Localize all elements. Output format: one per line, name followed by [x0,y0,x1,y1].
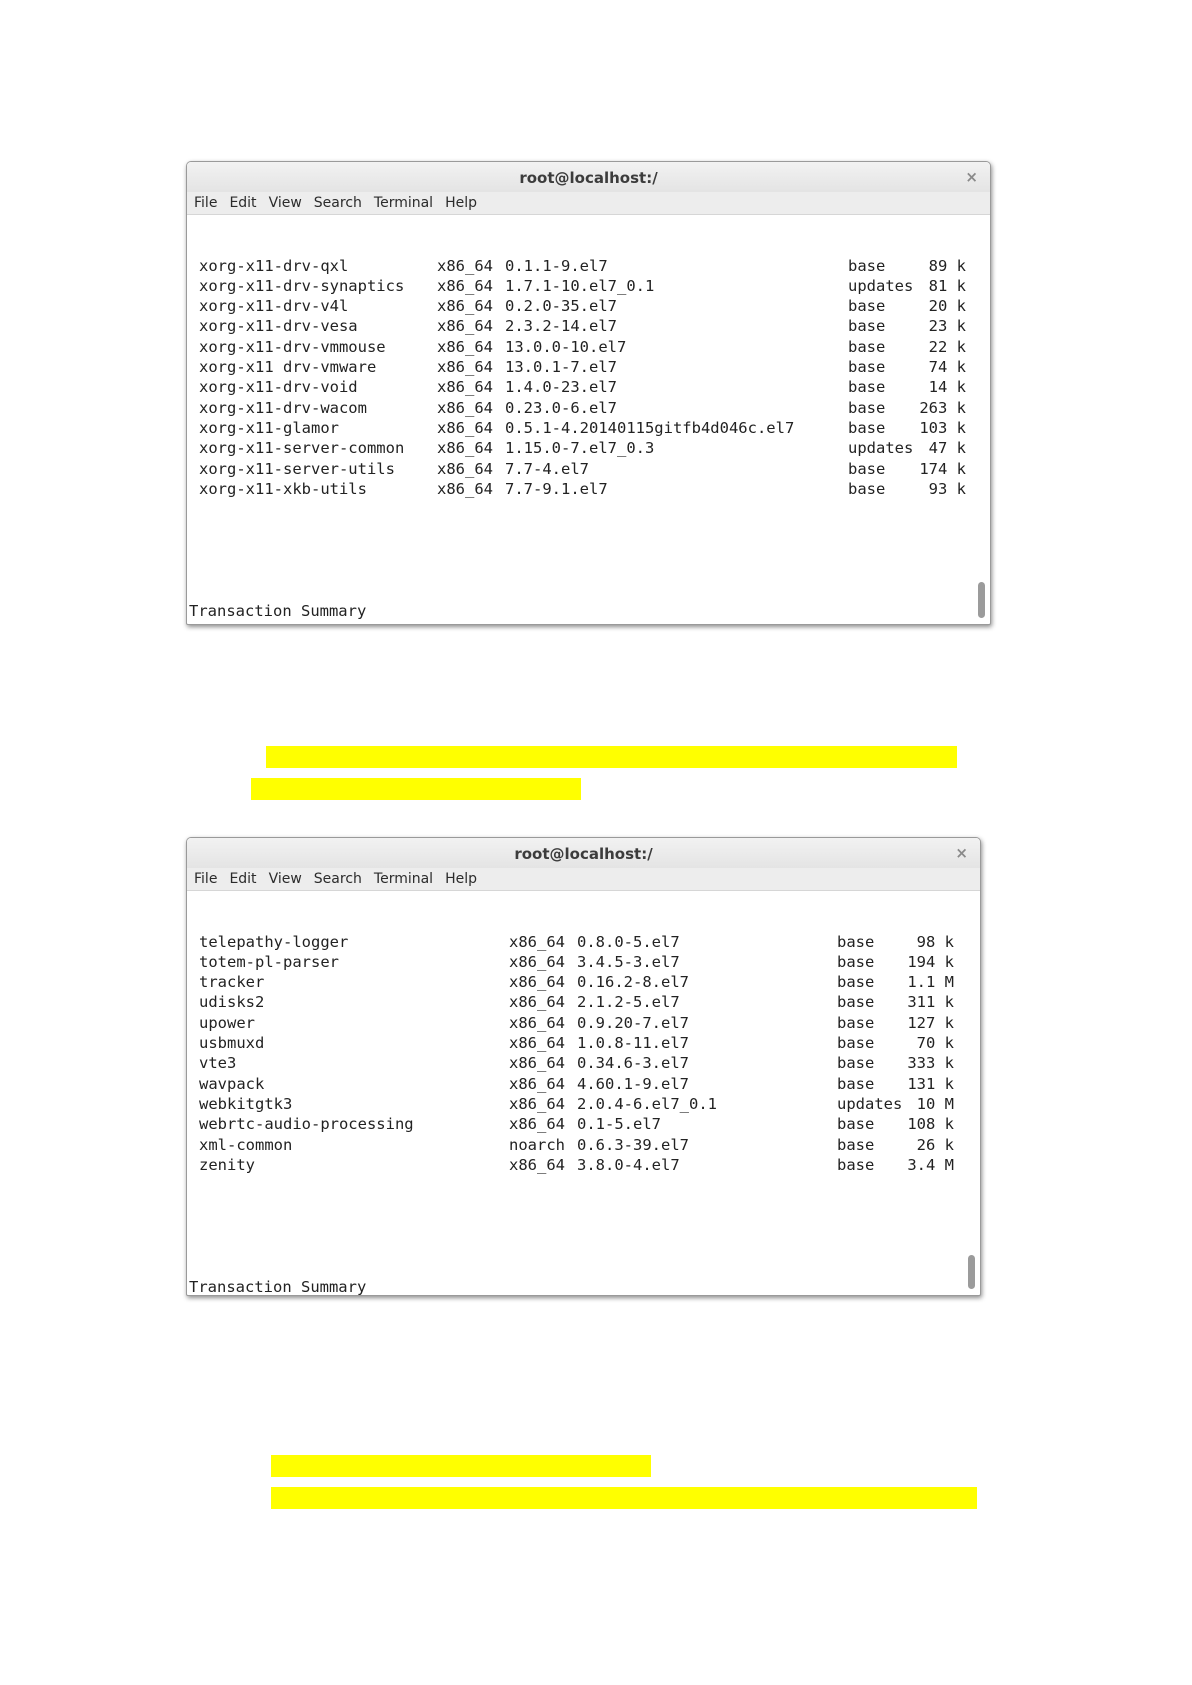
terminal-window-2[interactable] [186,837,981,1296]
package-size: 1.1 M [907,973,954,992]
package-version: 7.7-9.1.el7 [505,479,608,498]
package-version: 0.9.20-7.el7 [577,1013,689,1032]
package-row [189,1053,980,1073]
package-size: 10 M [916,1094,954,1113]
terminal-window-1[interactable] [186,161,991,625]
package-arch: x86_64 [437,479,493,498]
package-arch: x86_64 [509,1094,565,1113]
summary-title: Transaction Summary [189,601,367,620]
package-repo: base [837,932,875,951]
package-size: 81 k [928,276,966,295]
window-title: root@localhost:/ [519,169,658,187]
package-row [189,459,990,479]
menu-edit[interactable]: Edit [229,195,257,211]
package-row [189,357,990,377]
package-name: zenity [199,1155,255,1174]
scrollbar-thumb[interactable] [978,582,985,618]
package-arch: x86_64 [509,1074,565,1093]
package-arch: noarch [509,1135,565,1154]
package-size: 70 k [916,1034,954,1053]
package-arch: x86_64 [509,1054,565,1073]
menu-edit[interactable]: Edit [229,871,257,887]
package-version: 3.8.0-4.el7 [577,1155,680,1174]
terminal-output[interactable] [187,891,980,1296]
package-row [189,952,980,972]
package-arch: x86_64 [509,1034,565,1053]
package-repo: base [837,1115,875,1134]
menu-terminal[interactable]: Terminal [373,195,434,211]
package-version: 1.4.0-23.el7 [505,378,617,397]
package-row [189,479,990,499]
package-name: xorg-x11-drv-synaptics [199,276,405,295]
package-repo: base [837,952,875,971]
close-icon[interactable]: × [955,844,968,862]
menu-file[interactable]: File [194,871,218,887]
package-arch: x86_64 [437,439,493,458]
package-repo: base [848,297,886,316]
package-size: 74 k [928,358,966,377]
package-row [189,337,990,357]
package-arch: x86_64 [437,276,493,295]
package-repo: base [837,973,875,992]
package-repo: base [848,337,886,356]
menu-help[interactable]: Help [445,195,477,211]
package-row [189,932,980,952]
package-version: 0.5.1-4.20140115gitfb4d046c.el7 [505,418,795,437]
package-size: 14 k [928,378,966,397]
package-repo: base [848,479,886,498]
package-size: 131 k [907,1074,954,1093]
close-icon[interactable]: × [965,168,978,186]
package-version: 13.0.1-7.el7 [505,358,617,377]
package-name: telepathy-logger [199,932,349,951]
package-repo: base [837,1074,875,1093]
package-arch: x86_64 [437,418,493,437]
package-repo: updates [837,1094,903,1113]
package-repo: base [837,1155,875,1174]
package-arch: x86_64 [437,358,493,377]
package-row [189,256,990,276]
scrollbar-thumb[interactable] [968,1255,975,1289]
package-name: xorg-x11-drv-v4l [199,297,349,316]
package-arch: x86_64 [437,378,493,397]
package-arch: x86_64 [509,1115,565,1134]
package-name: vte3 [199,1054,237,1073]
package-version: 0.1-5.el7 [577,1115,661,1134]
package-row [189,1094,980,1114]
package-size: 174 k [919,459,966,478]
package-name: usbmuxd [199,1034,265,1053]
terminal-titlebar[interactable] [187,162,990,192]
package-size: 127 k [907,1013,954,1032]
menu-bar [187,868,980,891]
package-version: 4.60.1-9.el7 [577,1074,689,1093]
window-title: root@localhost:/ [514,845,653,863]
blank-line [189,540,990,560]
package-repo: base [848,459,886,478]
package-row [189,1074,980,1094]
package-arch: x86_64 [437,459,493,478]
menu-file[interactable]: File [194,195,218,211]
package-repo: base [848,378,886,397]
package-name: webrtc-audio-processing [199,1115,414,1134]
terminal-titlebar[interactable] [187,838,980,868]
package-repo: base [848,358,886,377]
package-arch: x86_64 [509,1013,565,1032]
package-version: 0.16.2-8.el7 [577,973,689,992]
package-size: 93 k [928,479,966,498]
package-name: xorg-x11 drv-vmware [199,358,377,377]
summary-title: Transaction Summary [189,1277,367,1296]
package-size: 23 k [928,317,966,336]
package-repo: base [848,256,886,275]
package-arch: x86_64 [437,317,493,336]
package-row [189,438,990,458]
package-name: xorg-x11-drv-vmmouse [199,337,386,356]
package-name: xorg-x11-glamor [199,418,339,437]
package-name: xorg-x11-xkb-utils [199,479,367,498]
package-size: 89 k [928,256,966,275]
package-arch: x86_64 [509,1155,565,1174]
package-version: 2.3.2-14.el7 [505,317,617,336]
package-row [189,418,990,438]
package-version: 0.23.0-6.el7 [505,398,617,417]
menu-view[interactable]: View [268,195,302,211]
package-version: 0.6.3-39.el7 [577,1135,689,1154]
package-name: tracker [199,973,265,992]
package-row [189,276,990,296]
package-name: xorg-x11-server-utils [199,459,395,478]
package-size: 47 k [928,439,966,458]
package-arch: x86_64 [437,337,493,356]
package-name: udisks2 [199,993,265,1012]
package-name: webkitgtk3 [199,1094,293,1113]
package-size: 194 k [907,952,954,971]
package-name: xorg-x11-server-common [199,439,405,458]
package-size: 311 k [907,993,954,1012]
package-repo: base [837,1054,875,1073]
highlight-bar [271,1487,977,1509]
package-row [189,1013,980,1033]
package-arch: x86_64 [437,398,493,417]
package-repo: base [848,418,886,437]
package-version: 0.2.0-35.el7 [505,297,617,316]
package-size: 20 k [928,297,966,316]
highlight-bar [251,778,581,800]
blank-line [189,1216,980,1236]
package-arch: x86_64 [509,973,565,992]
package-version: 2.1.2-5.el7 [577,993,680,1012]
package-repo: base [848,317,886,336]
package-size: 22 k [928,337,966,356]
package-name: wavpack [199,1074,265,1093]
highlight-bar [266,746,957,768]
menu-terminal[interactable]: Terminal [373,871,434,887]
menu-search[interactable]: Search [313,871,362,887]
package-repo: base [848,398,886,417]
menu-search[interactable]: Search [313,195,362,211]
package-arch: x86_64 [509,952,565,971]
package-size: 98 k [916,932,954,951]
package-row [189,1114,980,1134]
package-row [189,316,990,336]
package-size: 333 k [907,1054,954,1073]
package-version: 0.34.6-3.el7 [577,1054,689,1073]
package-size: 103 k [919,418,966,437]
package-arch: x86_64 [509,932,565,951]
package-repo: base [837,1013,875,1032]
package-version: 3.4.5-3.el7 [577,952,680,971]
package-size: 108 k [907,1115,954,1134]
terminal-output[interactable] [187,215,990,625]
package-repo: base [837,1034,875,1053]
package-name: upower [199,1013,255,1032]
package-version: 1.0.8-11.el7 [577,1034,689,1053]
package-row [189,972,980,992]
package-row [189,377,990,397]
package-row [189,296,990,316]
package-repo: updates [848,439,914,458]
package-repo: updates [848,276,914,295]
package-row [189,1155,980,1175]
package-row [189,992,980,1012]
package-version: 1.7.1-10.el7_0.1 [505,276,655,295]
package-repo: base [837,1135,875,1154]
menu-bar [187,192,990,215]
package-name: xorg-x11-drv-qxl [199,256,349,275]
menu-view[interactable]: View [268,871,302,887]
package-version: 2.0.4-6.el7_0.1 [577,1094,717,1113]
package-arch: x86_64 [509,993,565,1012]
package-arch: x86_64 [437,256,493,275]
package-row [189,398,990,418]
package-name: xorg-x11-drv-void [199,378,358,397]
package-arch: x86_64 [437,297,493,316]
package-version: 13.0.0-10.el7 [505,337,627,356]
package-row [189,1135,980,1155]
package-row [189,1033,980,1053]
package-size: 263 k [919,398,966,417]
package-version: 1.15.0-7.el7_0.3 [505,439,655,458]
package-name: xml-common [199,1135,293,1154]
package-size: 3.4 M [907,1155,954,1174]
package-repo: base [837,993,875,1012]
package-name: xorg-x11-drv-vesa [199,317,358,336]
package-name: totem-pl-parser [199,952,339,971]
highlight-bar [271,1455,651,1477]
package-version: 7.7-4.el7 [505,459,589,478]
menu-help[interactable]: Help [445,871,477,887]
package-size: 26 k [916,1135,954,1154]
package-version: 0.1.1-9.el7 [505,256,608,275]
package-version: 0.8.0-5.el7 [577,932,680,951]
package-name: xorg-x11-drv-wacom [199,398,367,417]
